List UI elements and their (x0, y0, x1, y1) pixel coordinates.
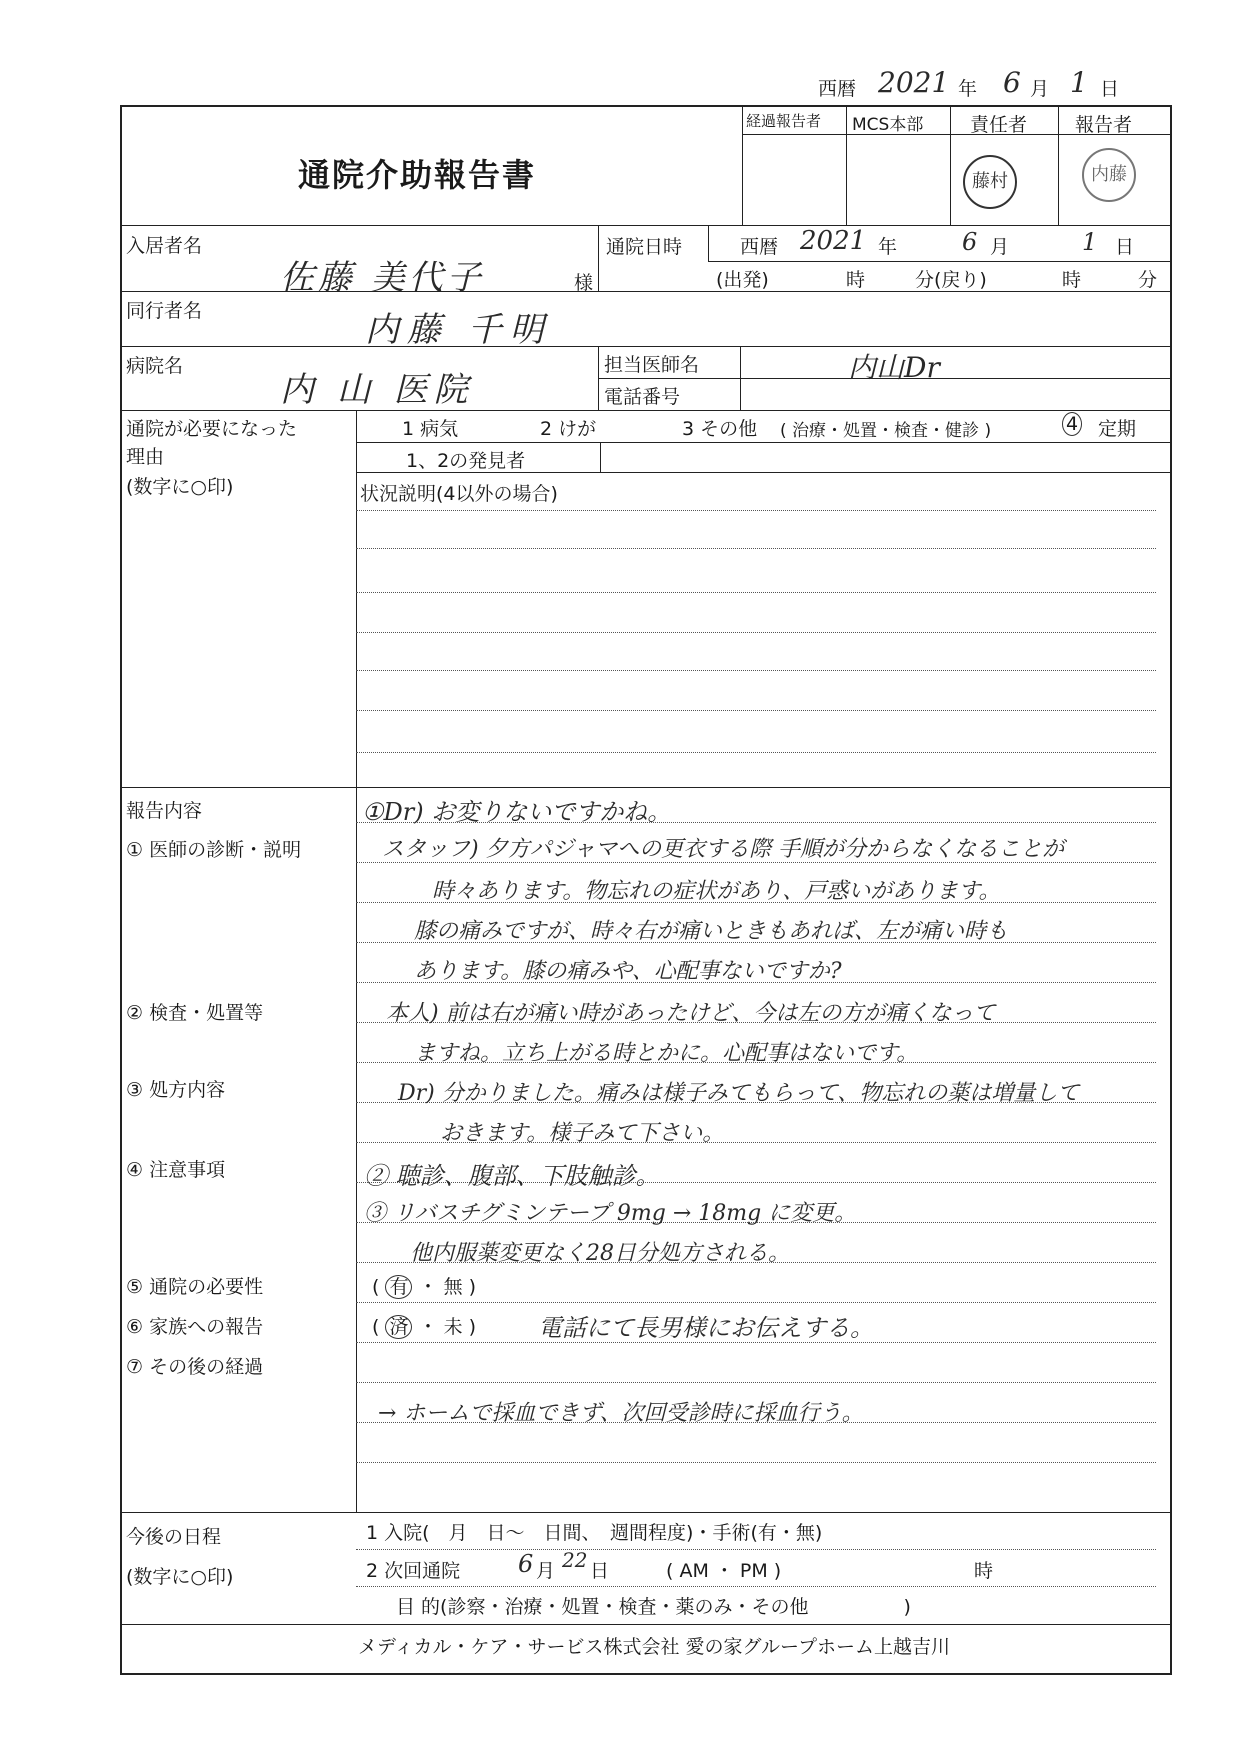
date-month: 6 (1003, 66, 1021, 99)
schedule-next-visit-prefix: 2 次回通院 (366, 1560, 461, 1582)
report-item-1: ① 医師の診断・説明 (126, 839, 302, 861)
visit-month-unit: 月 (990, 236, 1010, 258)
necessity-options: ( 有 ・ 無 ) (372, 1276, 477, 1298)
approval-col-4: 報告者 (1075, 114, 1133, 136)
resident-label: 入居者名 (126, 235, 203, 257)
visit-depart: (出発) (716, 269, 769, 291)
reason-opt-2: 2 けが (540, 418, 597, 440)
reason-label-2: 理由 (126, 446, 165, 468)
report-label: 報告内容 (126, 800, 203, 822)
date-month-unit: 月 (1030, 78, 1050, 100)
report-line: あります。膝の痛みや、心配事ないですか? (414, 959, 842, 984)
schedule-purpose: 目 的(診察・治療・処置・検査・薬のみ・その他 ) (396, 1596, 911, 1618)
report-line: 本人) 前は右が痛い時があったけど、今は左の方が痛くなって (386, 1001, 996, 1026)
schedule-ampm: ( AM ・ PM ) (666, 1560, 782, 1582)
footer-company: メディカル・ケア・サービス株式会社 愛の家グループホーム上越吉川 (358, 1636, 951, 1658)
visit-year: 2021 (800, 226, 867, 256)
schedule-line-1: 1 入院( 月 日〜 日間、 週間程度)・手術(有・無) (366, 1522, 823, 1544)
hospital-name: 内 山 医院 (280, 370, 474, 410)
visit-hour-1: 時 (846, 269, 866, 291)
visit-day-unit: 日 (1115, 236, 1135, 258)
schedule-hour: 時 (974, 1560, 994, 1582)
schedule-month-unit: 月 (536, 1560, 556, 1582)
report-line: ② 聴診、腹部、下肢触診。 (364, 1162, 660, 1190)
visit-day: 1 (1082, 228, 1098, 256)
date-prefix: 西暦 (818, 78, 857, 100)
stamp-reporter: 内藤 (1082, 148, 1136, 202)
phone-label: 電話番号 (604, 386, 681, 408)
report-item-2: ② 検査・処置等 (126, 1002, 264, 1024)
date-year: 2021 (878, 66, 950, 99)
report-line: ①Dr) お変りないですかね。 (362, 798, 672, 826)
reason-situation: 状況説明(4以外の場合) (360, 483, 558, 505)
reason-opt-4-num: 4 (1062, 412, 1082, 436)
reason-opt-4: 定期 (1098, 418, 1137, 440)
doctor-label: 担当医師名 (604, 354, 700, 376)
family-options: ( 済 ・ 未 ) (372, 1316, 477, 1338)
report-line: 膝の痛みですが、時々右が痛いときもあれば、左が痛い時も (414, 919, 1009, 944)
resident-honorific: 様 (574, 272, 594, 294)
schedule-day-unit: 日 (590, 1560, 610, 1582)
report-item-7: ⑦ その後の経過 (126, 1356, 264, 1378)
family-note: 電話にて長男様にお伝えする。 (538, 1314, 874, 1342)
resident-name: 佐藤 美代子 (280, 258, 485, 298)
visit-year-unit: 年 (878, 236, 898, 258)
visit-hour-2: 時 (1062, 269, 1082, 291)
form-title: 通院介助報告書 (298, 156, 537, 194)
companion-label: 同行者名 (126, 300, 203, 322)
doctor-name: 内山Dr (848, 351, 940, 384)
report-line: ますね。立ち上がる時とかに。心配事はないです。 (414, 1041, 919, 1066)
reason-label-1: 通院が必要になった (126, 418, 298, 440)
schedule-label-2: (数字に○印) (126, 1566, 234, 1588)
visit-return: 分(戻り) (915, 269, 987, 291)
approval-col-3: 責任者 (970, 114, 1028, 136)
schedule-next-month: 6 (518, 1550, 534, 1578)
report-line: 時々あります。物忘れの症状があり、戸惑いがあります。 (432, 879, 1001, 904)
date-day-unit: 日 (1100, 78, 1120, 100)
visit-month: 6 (962, 228, 978, 256)
reason-discoverer: 1、2の発見者 (406, 450, 526, 472)
visit-label: 通院日時 (606, 236, 683, 258)
schedule-next-day: 22 (562, 1548, 588, 1572)
visit-minute-2: 分 (1138, 269, 1158, 291)
report-line: おきます。様子みて下さい。 (440, 1121, 725, 1146)
companion-name: 内藤 千明 (365, 310, 552, 350)
report-item-6: ⑥ 家族への報告 (126, 1316, 264, 1338)
visit-era: 西暦 (740, 236, 779, 258)
report-item-4: ④ 注意事項 (126, 1159, 226, 1181)
report-line: スタッフ) 夕方パジャマへの更衣する際 手順が分からなくなることが (382, 837, 1065, 862)
reason-opt-1: 1 病気 (402, 418, 459, 440)
date-day: 1 (1070, 66, 1088, 99)
date-year-unit: 年 (958, 78, 978, 100)
schedule-label-1: 今後の日程 (126, 1526, 222, 1548)
approval-col-1: 経過報告者 (746, 112, 822, 130)
reason-label-3: (数字に○印) (126, 476, 234, 498)
report-line: → ホームで採血できず、次回受診時に採血行う。 (378, 1401, 864, 1426)
stamp-responsible: 藤村 (963, 155, 1017, 209)
report-item-3: ③ 処方内容 (126, 1079, 226, 1101)
report-item-5: ⑤ 通院の必要性 (126, 1276, 264, 1298)
report-line: 他内服薬変更なく28日分処方される。 (410, 1241, 790, 1266)
hospital-label: 病院名 (126, 355, 184, 377)
approval-col-2: MCS本部 (852, 115, 924, 135)
reason-opt-3: 3 その他 (682, 418, 758, 440)
reason-opt-3-detail: ( 治療・処置・検査・健診 ) (780, 421, 992, 441)
report-line: Dr) 分かりました。痛みは様子みてもらって、物忘れの薬は増量して (398, 1081, 1080, 1106)
report-line: ③ リバスチグミンテープ 9mg → 18mg に変更。 (364, 1201, 857, 1226)
